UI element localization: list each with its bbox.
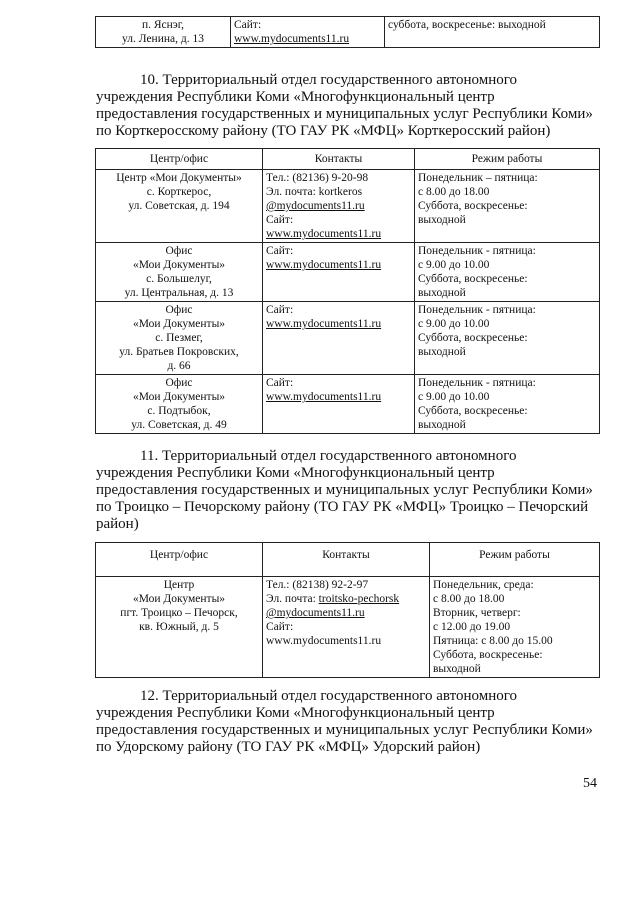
- contact-link[interactable]: www.mydocuments11.ru: [266, 228, 382, 240]
- cell-line: Сайт:: [234, 19, 262, 31]
- contact-link[interactable]: www.mydocuments11.ru: [234, 33, 350, 45]
- word: учреждения: [96, 465, 173, 481]
- section-11-heading: [96, 448, 598, 533]
- word: отдел: [281, 688, 317, 704]
- troitsko-pechorsk-offices-table: [95, 542, 600, 678]
- contacts-cell: [263, 577, 430, 678]
- cell-line: кв. Южный, д. 5: [139, 621, 219, 633]
- cell-line: Офис: [165, 245, 193, 257]
- word: отдел: [280, 448, 317, 464]
- cell-line: с 9.00 до 10.00: [418, 391, 490, 403]
- cell-line: с 12.00 до 19.00: [433, 621, 511, 633]
- cell-line: Суббота, воскресенье:: [418, 200, 528, 212]
- word: автономного: [436, 688, 518, 704]
- cell-line: «Мои Документы»: [132, 318, 226, 330]
- cell-line: ул. Советская, д. 49: [131, 419, 227, 431]
- contact-link[interactable]: @mydocuments11.ru: [266, 200, 365, 212]
- column-header: Центр/офис: [96, 149, 263, 170]
- cell-line: Эл. почта: kortkeros: [266, 186, 363, 198]
- page-number: 54: [583, 776, 597, 791]
- cell-line: с. Подтыбок,: [147, 405, 211, 417]
- section-12-line1: [96, 688, 598, 705]
- cell-line: [266, 592, 426, 606]
- cell-line: Центр «Мои Документы»: [116, 172, 242, 184]
- column-header: Контакты: [263, 149, 415, 170]
- contacts-cell: [231, 17, 385, 48]
- office-cell: [96, 17, 231, 48]
- label-text: Эл. почта:: [266, 593, 319, 605]
- column-header: Режим работы: [415, 149, 600, 170]
- cell-line: Сайт:: [266, 245, 294, 257]
- word: центр: [457, 465, 495, 481]
- cell-line: Понедельник - пятница:: [418, 377, 536, 389]
- hours-cell: [415, 375, 600, 434]
- office-cell: [96, 375, 263, 434]
- cell-line: д. 66: [167, 360, 191, 372]
- section-11-line3: предоставления государственных и муниципальных услуг Республики Коми»: [96, 482, 593, 498]
- email-link[interactable]: troitsko-pechorsk: [318, 593, 400, 605]
- cell-line: Пятница: с 8.00 до 15.00: [433, 635, 553, 647]
- contacts-cell: [263, 302, 415, 375]
- word: «Многофункциональный: [293, 465, 454, 481]
- cell-line: с 9.00 до 10.00: [418, 318, 490, 330]
- cell-line: пгт. Троицко – Печорск,: [120, 607, 238, 619]
- cell-line: Понедельник – пятница:: [418, 172, 538, 184]
- word: Территориальный: [162, 688, 278, 704]
- office-cell: [96, 170, 263, 243]
- word: автономного: [435, 448, 517, 464]
- table-row: [96, 170, 600, 243]
- cell-line: Суббота, воскресенье:: [433, 649, 543, 661]
- word: автономного: [436, 72, 518, 88]
- cell-line: выходной: [418, 419, 466, 431]
- word: государственного: [320, 688, 433, 704]
- word: Коми: [255, 465, 290, 481]
- word: «Многофункциональный: [293, 89, 454, 105]
- cell-line: п. Яснэг,: [141, 19, 185, 31]
- cell-line: Сайт:: [266, 621, 294, 633]
- section-number: 12.: [140, 688, 159, 704]
- column-header: Режим работы: [430, 543, 600, 577]
- contact-link[interactable]: www.mydocuments11.ru: [266, 318, 382, 330]
- word: Республики: [176, 465, 252, 481]
- cell-line: выходной: [418, 287, 466, 299]
- contact-link[interactable]: www.mydocuments11.ru: [266, 259, 382, 271]
- section-10-line1: [96, 72, 598, 89]
- cell-line: Тел.: (82136) 9-20-98: [266, 172, 369, 184]
- cell-line: Центр: [163, 579, 195, 591]
- cell-line: «Мои Документы»: [132, 593, 226, 605]
- cell-line: Понедельник, среда:: [433, 579, 534, 591]
- table-row: [96, 243, 600, 302]
- office-cell: [96, 243, 263, 302]
- top-continuation-table: [95, 16, 600, 48]
- office-cell: [96, 302, 263, 375]
- cell-line: выходной: [418, 346, 466, 358]
- table-row: [96, 577, 600, 678]
- cell-line: с. Пезмег,: [155, 332, 203, 344]
- word: Территориальный: [161, 448, 277, 464]
- cell-line: ул. Советская, д. 194: [128, 200, 230, 212]
- table-row: [96, 302, 600, 375]
- cell-line: ул. Ленина, д. 13: [122, 33, 204, 45]
- hours-cell: [385, 17, 600, 48]
- section-10-heading: [96, 72, 598, 140]
- contacts-cell: [263, 375, 415, 434]
- hours-cell: [415, 243, 600, 302]
- hours-cell: [415, 302, 600, 375]
- column-header: Центр/офис: [96, 543, 263, 577]
- word: Коми: [255, 89, 290, 105]
- cell-line: с. Большелуг,: [146, 273, 212, 285]
- cell-line: выходной: [418, 214, 466, 226]
- cell-line: Офис: [165, 304, 193, 316]
- table-row: [96, 17, 600, 48]
- cell-line: «Мои Документы»: [132, 259, 226, 271]
- cell-line: Вторник, четверг:: [433, 607, 521, 619]
- word: отдел: [281, 72, 317, 88]
- section-12-line4: по Удорскому району (ТО ГАУ РК «МФЦ» Удорский район): [96, 739, 481, 755]
- office-cell: [96, 577, 263, 678]
- cell-line: Тел.: (82138) 92-2-97: [266, 579, 369, 591]
- cell-line: ул. Центральная, д. 13: [124, 287, 234, 299]
- section-number: 10.: [140, 72, 159, 88]
- kortkeros-offices-table: [95, 148, 600, 434]
- section-11-line2: [96, 465, 598, 482]
- cell-line: Офис: [165, 377, 193, 389]
- cell-line: с 8.00 до 18.00: [433, 593, 505, 605]
- section-10-line3: предоставления государственных и муниципальных услуг Республики Коми»: [96, 106, 593, 122]
- contacts-cell: [263, 170, 415, 243]
- section-10-line2: [96, 89, 598, 106]
- table-header-row: [96, 543, 600, 577]
- cell-line: Понедельник - пятница:: [418, 245, 536, 257]
- cell-line: с. Корткерос,: [146, 186, 212, 198]
- cell-line: Суббота, воскресенье:: [418, 273, 528, 285]
- cell-line: Суббота, воскресенье:: [418, 405, 528, 417]
- section-11-line4: по Троицко – Печорскому району (ТО ГАУ РК «МФЦ» Троицко – Печорский: [96, 499, 589, 515]
- hours-cell: [415, 170, 600, 243]
- cell-line: с 8.00 до 18.00: [418, 186, 490, 198]
- contacts-cell: [263, 243, 415, 302]
- cell-line: Сайт:: [266, 214, 294, 226]
- cell-line: ул. Братьев Покровских,: [119, 346, 239, 358]
- word: государственного: [320, 72, 433, 88]
- cell-line: с 9.00 до 10.00: [418, 259, 490, 271]
- section-12-line3: предоставления государственных и муниципальных услуг Республики Коми»: [96, 722, 593, 738]
- cell-line: Сайт:: [266, 377, 294, 389]
- word: Республики: [176, 705, 252, 721]
- section-10-line4: по Корткеросскому району (ТО ГАУ РК «МФЦ» Корткеросский район): [96, 123, 551, 139]
- word: Республики: [176, 89, 252, 105]
- column-header: Контакты: [263, 543, 430, 577]
- cell-line: Понедельник - пятница:: [418, 304, 536, 316]
- cell-line: Суббота, воскресенье:: [418, 332, 528, 344]
- cell-line: выходной: [433, 663, 481, 675]
- cell-line: Сайт:: [266, 304, 294, 316]
- word: учреждения: [96, 89, 173, 105]
- word: Территориальный: [162, 72, 278, 88]
- section-number: 11.: [140, 448, 159, 464]
- word: центр: [457, 705, 495, 721]
- word: учреждения: [96, 705, 173, 721]
- section-12-line2: [96, 705, 598, 722]
- word: государственного: [319, 448, 432, 464]
- cell-line: www.mydocuments11.ru: [266, 635, 382, 647]
- word: Коми: [255, 705, 290, 721]
- cell-line: суббота, воскресенье: выходной: [388, 19, 546, 31]
- section-11-line1: [96, 448, 598, 465]
- hours-cell: [430, 577, 600, 678]
- word: центр: [457, 89, 495, 105]
- cell-line: «Мои Документы»: [132, 391, 226, 403]
- contact-link[interactable]: @mydocuments11.ru: [266, 607, 365, 619]
- section-11-line5: район): [96, 516, 139, 532]
- section-12-heading: [96, 688, 598, 756]
- contact-link[interactable]: www.mydocuments11.ru: [266, 391, 382, 403]
- word: «Многофункциональный: [293, 705, 454, 721]
- table-row: [96, 375, 600, 434]
- table-header-row: [96, 149, 600, 170]
